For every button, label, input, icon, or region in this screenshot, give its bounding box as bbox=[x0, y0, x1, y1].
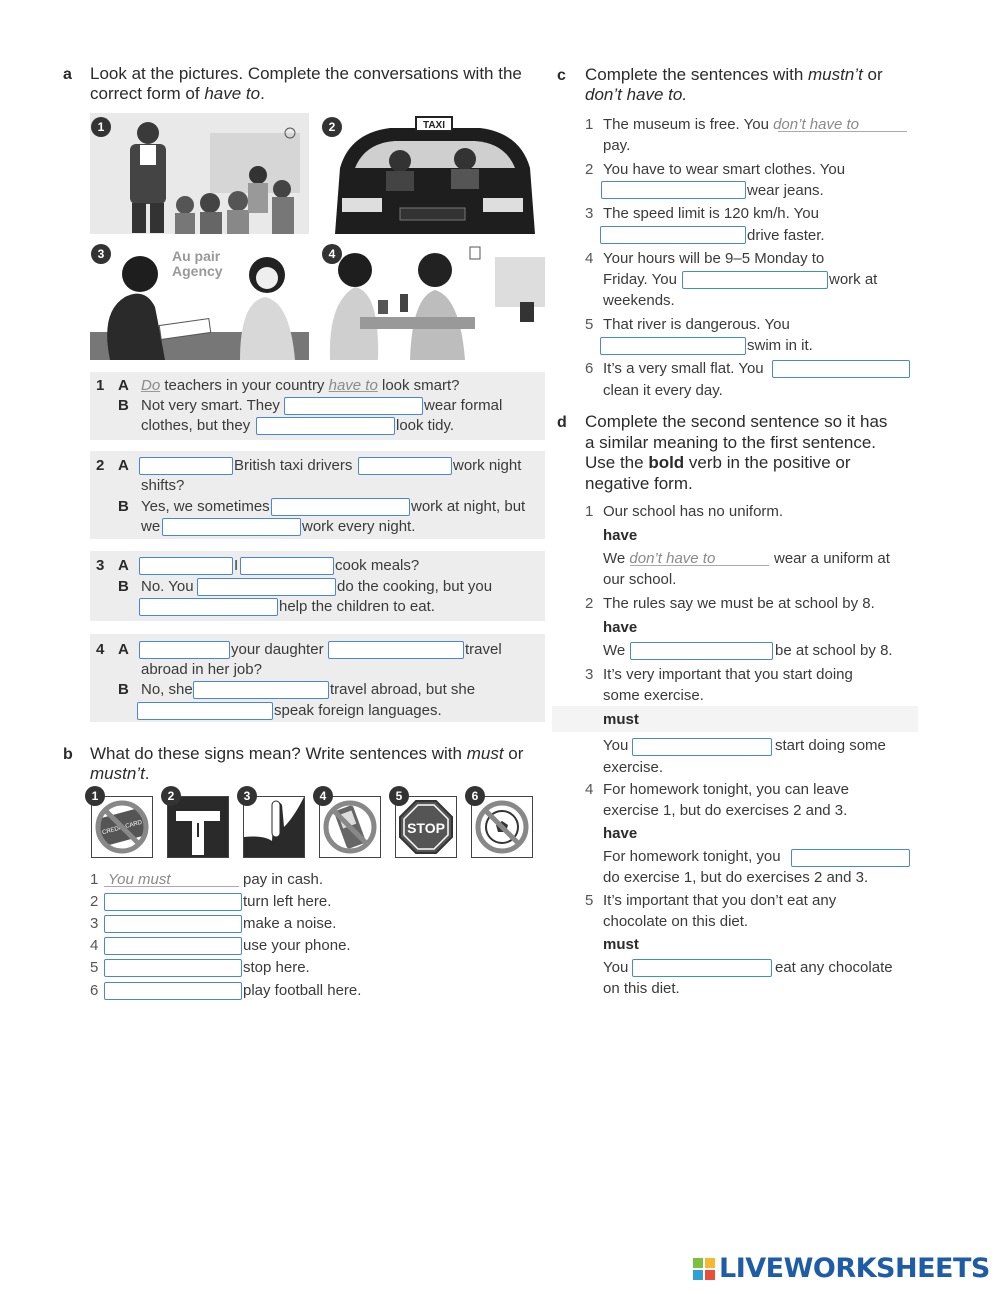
liveworksheets-logo[interactable]: LIVEWORKSHEETS bbox=[719, 1253, 990, 1284]
text: shifts? bbox=[141, 477, 185, 494]
item-number: 1 bbox=[90, 871, 99, 888]
answer-input[interactable] bbox=[162, 518, 301, 536]
sign-number: 6 bbox=[465, 786, 485, 806]
sign-number: 4 bbox=[313, 786, 333, 806]
answer-input[interactable] bbox=[139, 457, 233, 475]
text: abroad in her job? bbox=[141, 661, 262, 678]
speaker-a: A bbox=[118, 557, 129, 574]
section-b-letter: b bbox=[63, 746, 73, 763]
key-verb: have bbox=[603, 527, 638, 544]
text: do the cooking, but you bbox=[337, 578, 493, 595]
text: You bbox=[603, 737, 629, 754]
answer-input[interactable] bbox=[139, 641, 230, 659]
text: your daughter bbox=[231, 641, 324, 658]
text: I bbox=[234, 557, 239, 574]
text: pay. bbox=[603, 137, 631, 154]
sign-no-football bbox=[471, 796, 533, 858]
taxi-illustration bbox=[320, 113, 545, 234]
sign-no-credit-card bbox=[91, 796, 153, 858]
answer-input[interactable] bbox=[630, 642, 773, 660]
section-d-letter: d bbox=[557, 414, 567, 431]
section-d-instruction: Complete the second sentence so it has a similar meaning to the first sentence. Use the bold verb in the positive or negative form. bbox=[585, 412, 888, 493]
answer-input[interactable] bbox=[137, 702, 273, 720]
answer-input[interactable] bbox=[104, 937, 242, 955]
item-number: 3 bbox=[90, 915, 99, 932]
text: You bbox=[603, 959, 629, 976]
answer-input[interactable] bbox=[256, 417, 395, 435]
answer-input[interactable] bbox=[284, 397, 423, 415]
key-verb: have bbox=[603, 825, 638, 842]
text: No. You bbox=[141, 578, 194, 595]
restaurant-illustration bbox=[320, 242, 545, 360]
sign-number: 5 bbox=[389, 786, 409, 806]
text: some exercise. bbox=[603, 687, 704, 704]
picture-number: 4 bbox=[322, 244, 342, 264]
stop-sign-icon bbox=[396, 797, 456, 857]
answer-input[interactable] bbox=[240, 557, 334, 575]
answer-input[interactable] bbox=[139, 598, 278, 616]
d-item-1-line: We don’t have to bbox=[603, 550, 716, 567]
conversation-number: 2 bbox=[96, 457, 105, 474]
text: work every night. bbox=[302, 518, 416, 535]
svg-text:CREDIT CARD: CREDIT CARD bbox=[101, 819, 143, 837]
text: For homework tonight, you can leave bbox=[603, 781, 849, 798]
text: work night bbox=[453, 457, 522, 474]
item-number: 1 bbox=[585, 116, 594, 133]
text: British taxi drivers bbox=[234, 457, 353, 474]
text: wear formal bbox=[424, 397, 503, 414]
text: Not very smart. They bbox=[141, 397, 280, 414]
picture-taxi bbox=[320, 113, 545, 234]
item-number: 4 bbox=[585, 781, 594, 798]
example-answer: You must bbox=[108, 871, 171, 888]
text: It’s a very small flat. You bbox=[603, 360, 764, 377]
text: stop here. bbox=[243, 959, 310, 976]
section-b-instruction: What do these signs mean? Write sentences with must or mustn’t. bbox=[90, 744, 524, 783]
item-number: 2 bbox=[585, 595, 594, 612]
item-number: 5 bbox=[90, 959, 99, 976]
item-number: 5 bbox=[585, 892, 594, 909]
answer-input[interactable] bbox=[104, 915, 242, 933]
text: wear jeans. bbox=[747, 182, 824, 199]
key-verb: have bbox=[603, 619, 638, 636]
answer-input[interactable] bbox=[682, 271, 828, 289]
conversation-number: 3 bbox=[96, 557, 105, 574]
speaker-b: B bbox=[118, 681, 129, 698]
answer-input[interactable] bbox=[601, 181, 746, 199]
answer-input[interactable] bbox=[104, 982, 242, 1000]
picture-number: 1 bbox=[91, 117, 111, 137]
answer-input[interactable] bbox=[197, 578, 336, 596]
text: You have to wear smart clothes. You bbox=[603, 161, 846, 178]
answer-input[interactable] bbox=[104, 893, 242, 911]
sign-number: 2 bbox=[161, 786, 181, 806]
section-c-instruction: Complete the sentences with mustn’t or don’t have to. bbox=[585, 65, 883, 104]
text: speak foreign languages. bbox=[274, 702, 442, 719]
agency-sign: Au pair Agency bbox=[172, 248, 223, 279]
key-verb: must bbox=[603, 936, 639, 953]
conversation-number: 4 bbox=[96, 641, 105, 658]
item-number: 3 bbox=[585, 205, 594, 222]
text: pay in cash. bbox=[243, 871, 324, 888]
speaker-b: B bbox=[118, 578, 129, 595]
sign-number: 3 bbox=[237, 786, 257, 806]
section-c-letter: c bbox=[557, 67, 566, 84]
item-number: 6 bbox=[90, 982, 99, 999]
c-item-1-line: The museum is free. You don’t have to bbox=[603, 116, 859, 133]
text: It’s important that you don’t eat any bbox=[603, 892, 837, 909]
text: travel bbox=[465, 641, 502, 658]
answer-input[interactable] bbox=[600, 337, 746, 355]
speaker-b: B bbox=[118, 498, 129, 515]
text: exercise 1, but do exercises 2 and 3. bbox=[603, 802, 848, 819]
example-underline bbox=[630, 565, 769, 566]
text: on this diet. bbox=[603, 980, 680, 997]
picture-classroom bbox=[90, 113, 309, 234]
item-number: 6 bbox=[585, 360, 594, 377]
example-underline bbox=[104, 886, 239, 887]
turn-sign-icon bbox=[168, 797, 228, 857]
text: That river is dangerous. You bbox=[603, 316, 790, 333]
text: we bbox=[141, 518, 161, 535]
conversation-number: 1 bbox=[96, 377, 105, 394]
answer-input[interactable] bbox=[193, 681, 329, 699]
stop-text: STOP bbox=[407, 820, 445, 836]
no-phone-icon bbox=[320, 797, 380, 857]
text: do exercise 1, but do exercises 2 and 3. bbox=[603, 869, 869, 886]
no-credit-card-icon bbox=[92, 797, 152, 857]
answer-input[interactable] bbox=[328, 641, 464, 659]
text: For homework tonight, you bbox=[603, 848, 781, 865]
picture-agency bbox=[90, 242, 309, 360]
text: swim in it. bbox=[747, 337, 813, 354]
text: turn left here. bbox=[243, 893, 332, 910]
speaker-a: A bbox=[118, 377, 129, 394]
text: start doing some bbox=[775, 737, 886, 754]
item-number: 3 bbox=[585, 666, 594, 683]
answer-input[interactable] bbox=[632, 959, 772, 977]
answer-input[interactable] bbox=[104, 959, 242, 977]
text: clean it every day. bbox=[603, 382, 723, 399]
text: No, she bbox=[141, 681, 193, 698]
text: The rules say we must be at school by 8. bbox=[603, 595, 875, 612]
liveworksheets-logo-icon bbox=[693, 1258, 717, 1282]
text: help the children to eat. bbox=[279, 598, 435, 615]
text: Friday. You bbox=[603, 271, 677, 288]
key-verb: must bbox=[603, 711, 639, 728]
text: play football here. bbox=[243, 982, 362, 999]
picture-restaurant bbox=[320, 242, 545, 360]
text: clothes, but they bbox=[141, 417, 251, 434]
answer-input[interactable] bbox=[139, 557, 233, 575]
picture-number: 2 bbox=[322, 117, 342, 137]
speaker-a: A bbox=[118, 641, 129, 658]
sign-stop bbox=[395, 796, 457, 858]
speaker-a: A bbox=[118, 457, 129, 474]
sign-no-phone bbox=[319, 796, 381, 858]
text: Our school has no uniform. bbox=[603, 503, 784, 520]
text: eat any chocolate bbox=[775, 959, 893, 976]
answer-input[interactable] bbox=[271, 498, 410, 516]
item-number: 4 bbox=[90, 937, 99, 954]
item-number: 2 bbox=[585, 161, 594, 178]
text: travel abroad, but she bbox=[330, 681, 476, 698]
picture-number: 3 bbox=[91, 244, 111, 264]
classroom-illustration bbox=[90, 113, 309, 234]
text: weekends. bbox=[603, 292, 675, 309]
text: our school. bbox=[603, 571, 677, 588]
text: It’s very important that you start doing bbox=[603, 666, 853, 683]
text: use your phone. bbox=[243, 937, 351, 954]
text: work at bbox=[829, 271, 878, 288]
text: look tidy. bbox=[396, 417, 455, 434]
item-number: 4 bbox=[585, 250, 594, 267]
no-football-icon bbox=[472, 797, 532, 857]
text: work at night, but bbox=[411, 498, 526, 515]
answer-input[interactable] bbox=[358, 457, 452, 475]
answer-input[interactable] bbox=[772, 360, 910, 378]
answer-input[interactable] bbox=[791, 849, 910, 867]
text: drive faster. bbox=[747, 227, 825, 244]
text: chocolate on this diet. bbox=[603, 913, 749, 930]
item-number: 5 bbox=[585, 316, 594, 333]
text: Yes, we sometimes bbox=[141, 498, 270, 515]
text: We bbox=[603, 642, 626, 659]
taxi-sign-text: TAXI bbox=[422, 120, 446, 131]
text: Your hours will be 9–5 Monday to bbox=[603, 250, 825, 267]
text: be at school by 8. bbox=[775, 642, 893, 659]
sign-quiet bbox=[243, 796, 305, 858]
text: make a noise. bbox=[243, 915, 337, 932]
text: wear a uniform at bbox=[774, 550, 890, 567]
speaker-b: B bbox=[118, 397, 129, 414]
item-number: 1 bbox=[585, 503, 594, 520]
sign-number: 1 bbox=[85, 786, 105, 806]
answer-input[interactable] bbox=[600, 226, 746, 244]
text: cook meals? bbox=[335, 557, 420, 574]
text: exercise. bbox=[603, 759, 664, 776]
text: The speed limit is 120 km/h. You bbox=[603, 205, 819, 222]
section-a-instruction: Look at the pictures. Complete the conversations with the correct form of have to. bbox=[90, 64, 522, 103]
item-number: 2 bbox=[90, 893, 99, 910]
conversation-1-line-a: Do teachers in your country have to look smart? bbox=[141, 377, 460, 394]
quiet-finger-icon bbox=[244, 797, 304, 857]
section-a-letter: a bbox=[63, 66, 72, 83]
answer-input[interactable] bbox=[632, 738, 772, 756]
example-underline bbox=[778, 131, 907, 132]
sign-no-left-turn bbox=[167, 796, 229, 858]
